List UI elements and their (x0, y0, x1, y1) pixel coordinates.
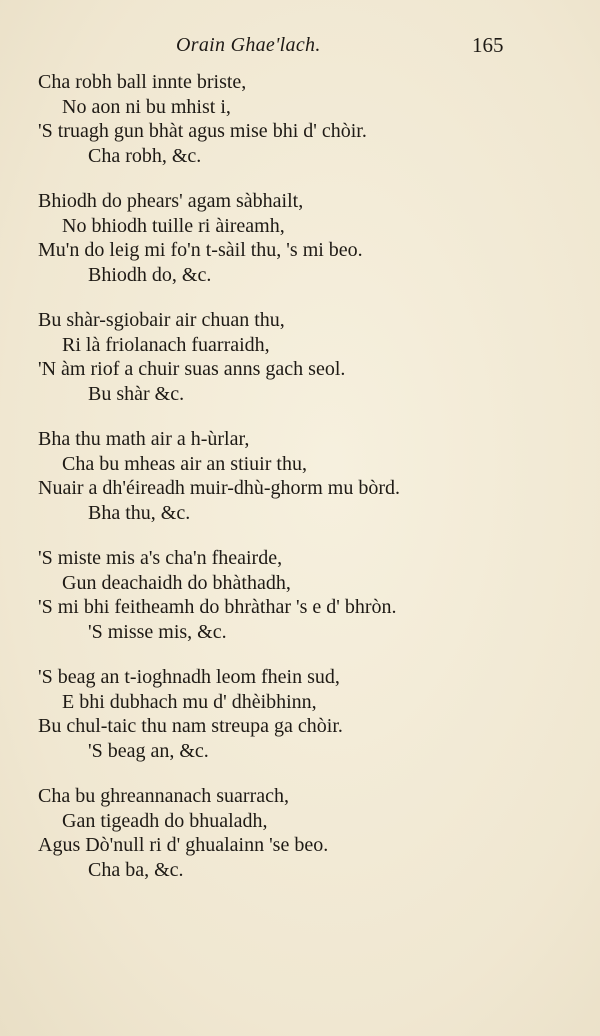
verse-line: 'S mi bhi feitheamh do bhràthar 's e d' bhròn. (38, 596, 397, 618)
verse-line: 'S truagh gun bhàt agus mise bhi d' chòir. (38, 120, 367, 142)
verse-line: Bhiodh do phears' agam sàbhailt, (38, 190, 304, 212)
verse-line: Bu shàr-sgiobair air chuan thu, (38, 309, 285, 331)
verse-line: No bhiodh tuille ri àireamh, (62, 214, 285, 237)
refrain-line: Cha robh, &c. (88, 144, 202, 167)
verse-line: Agus Dò'null ri d' ghualainn 'se beo. (38, 834, 329, 856)
verse-line: E bhi dubhach mu d' dhèibhinn, (62, 690, 317, 713)
refrain-line: Cha ba, &c. (88, 858, 184, 881)
verse-line: Cha bu ghreannanach suarrach, (38, 785, 289, 807)
verse-line: Cha bu mheas air an stiuir thu, (62, 452, 307, 475)
stanza-1 (38, 70, 578, 168)
verse-line: Cha robh ball innte briste, (38, 71, 247, 93)
verse-line: Bu chul-taic thu nam streupa ga chòir. (38, 715, 343, 737)
running-title: Orain Ghae'lach. (176, 34, 321, 56)
verse-line: Gan tigeadh do bhualadh, (62, 809, 268, 832)
stanza-6 (38, 665, 578, 763)
refrain-line: 'S misse mis, &c. (88, 620, 227, 643)
stanza-3 (38, 308, 578, 406)
stanza-5 (38, 546, 578, 644)
verse-line: 'N àm riof a chuir suas anns gach seol. (38, 358, 346, 380)
verse-line: 'S miste mis a's cha'n fheairde, (38, 547, 283, 569)
stanza-4 (38, 427, 578, 525)
refrain-line: Bha thu, &c. (88, 501, 191, 524)
stanza-2 (38, 189, 578, 287)
poem-body (38, 70, 578, 903)
stanza-7 (38, 784, 578, 882)
verse-line: Nuair a dh'éireadh muir-dhù-ghorm mu bòrd. (38, 477, 400, 499)
verse-line: 'S beag an t-ioghnadh leom fhein sud, (38, 666, 340, 688)
refrain-line: Bhiodh do, &c. (88, 263, 212, 286)
verse-line: No aon ni bu mhist i, (62, 95, 231, 118)
verse-line: Bha thu math air a h-ùrlar, (38, 428, 250, 450)
page-number: 165 (472, 33, 504, 57)
refrain-line: 'S beag an, &c. (88, 739, 209, 762)
verse-line: Gun deachaidh do bhàthadh, (62, 571, 291, 594)
verse-line: Ri là friolanach fuarraidh, (62, 333, 270, 356)
refrain-line: Bu shàr &c. (88, 382, 185, 405)
page-header (0, 30, 600, 60)
verse-line: Mu'n do leig mi fo'n t-sàil thu, 's mi beo. (38, 239, 363, 261)
